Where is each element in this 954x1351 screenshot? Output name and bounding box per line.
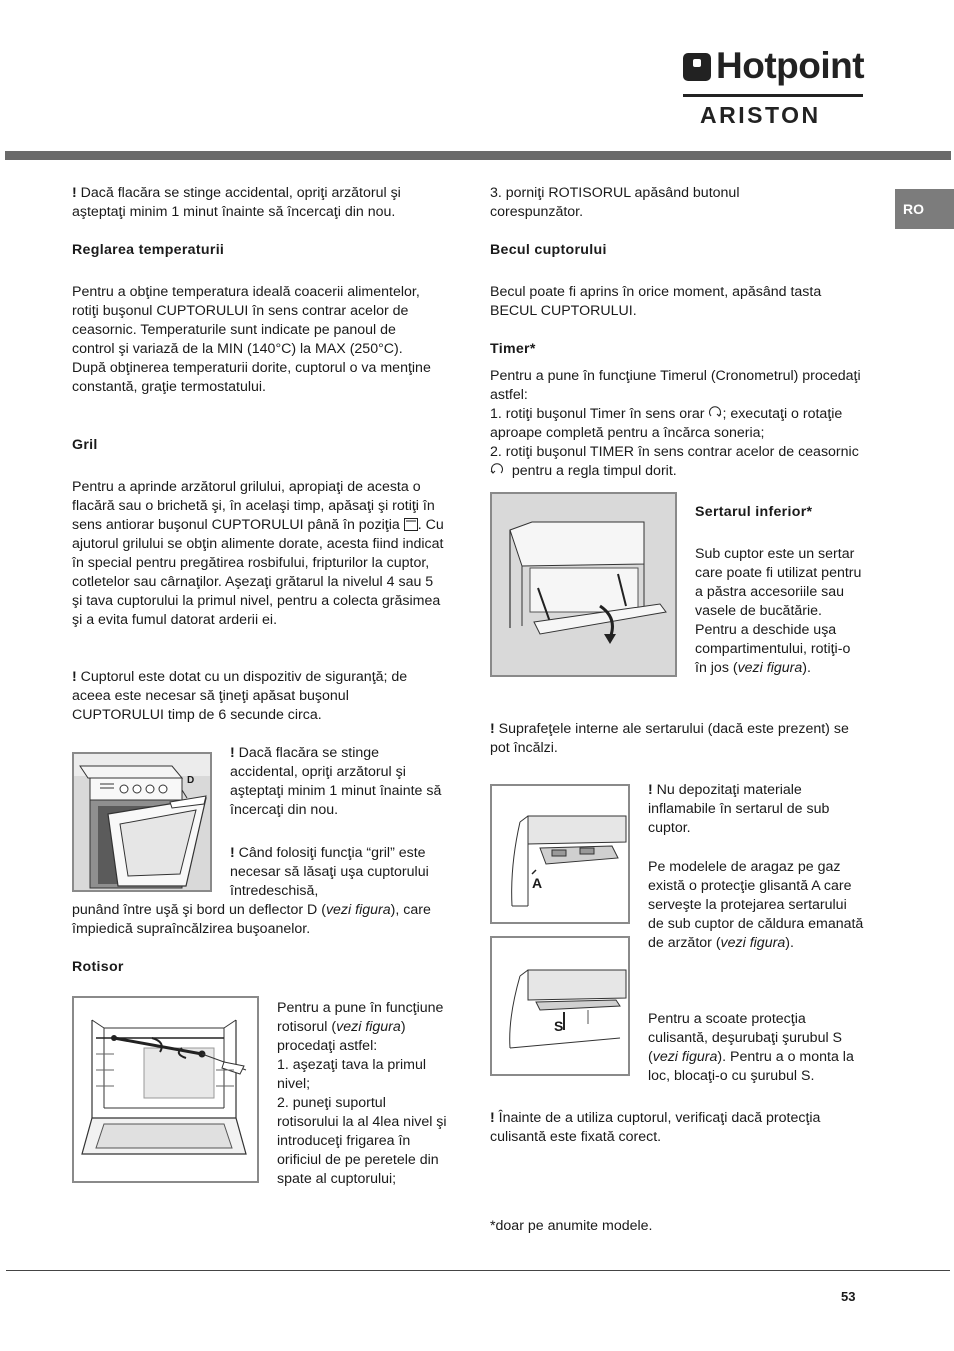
warning-mark: !	[648, 782, 653, 798]
remove-text-end: ). Pentru a o monta la loc, blocaţi-o cu şurubul S.	[648, 1049, 854, 1084]
deflector-text-end: ), care împiedică supraîncălzirea buşoanelor.	[72, 902, 431, 937]
warning-drawer-hot	[490, 720, 866, 758]
gas-text-start: Pe modelele de aragaz pe gaz există o protecţie glisantă A care serveşte la protejarea sertarului de sub cuptor de căldura emanată de arzător (	[648, 859, 864, 951]
rotisserie-illustration	[74, 998, 257, 1181]
screw-s-label: S	[554, 1018, 564, 1034]
oven-lamp-paragraph: Becul poate fi aprins în orice moment, apăsând tasta BECUL CUPTORULUI.	[490, 284, 822, 319]
language-tab: RO	[895, 189, 954, 229]
warning-safety-device	[72, 668, 444, 725]
warning-grill-door-continued	[72, 901, 446, 939]
warning-text: Dacă flacăra se stinge accidental, opriţi arzătorul şi aşteptaţi minim 1 minut înainte să încercaţi din nou.	[230, 745, 442, 818]
warning-mark: !	[230, 745, 235, 761]
see-figure-ref: vezi figura	[652, 1049, 718, 1065]
timer-step-2-end: pentru a regla timpul dorit.	[511, 463, 677, 479]
deflector-text-start: punând între uşă şi bord un deflector D (	[72, 902, 326, 918]
brand-logo: Hotpoint	[716, 45, 865, 86]
temperature-paragraph: Pentru a obţine temperatura ideală coacerii alimentelor, rotiţi buşonul CUPTORULUI în sens contrar acelor de ceasornic. Temperaturile sunt indicate pe panoul de control şi variază de la MIN (140°C) la MAX (250°C). După obţinerea temperaturii dorite, cuptorul o va menţine constantă, graţie termostatului.	[72, 284, 431, 395]
section-heading-rotisserie: Rotisor	[72, 959, 124, 975]
warning-mark: !	[72, 185, 77, 201]
section-heading-grill: Gril	[72, 437, 98, 453]
warning-flame-out	[72, 184, 444, 222]
lower-drawer-illustration	[492, 494, 675, 675]
warning-text: Când folosiţi funcţia “gril” este necesar să lăsaţi uşa cuptorului întredeschisă,	[230, 845, 429, 899]
grill-text-end: . Cu ajutorul grilului se obţin alimente dorate, acesta fiind indicat în special pentru pregătirea rosbifului, fripturilor la cuptor, cotletelor sau cârnaţilor. Aşezaţi grătarul la nivelul 4 sau 5 şi tava cuptorului la primul nivel, pentru a colecta grăsimea şi a evita fumul datorat arderii ei.	[72, 517, 444, 628]
warning-text: Nu depozitaţi materiale inflamabile în sertarul de sub cuptor.	[648, 782, 830, 836]
page-number: 53	[841, 1289, 856, 1304]
sub-brand-logo: ARISTON	[700, 102, 821, 128]
sliding-protection-figure	[490, 784, 630, 924]
warning-mark: !	[230, 845, 235, 861]
grill-symbol-icon	[404, 518, 418, 531]
rotisserie-step-2: 2. puneţi suportul rotisorului la al 4lea nivel şi introduceţi frigarea în orificiul de pe peretele din spate al cuptorului;	[277, 1095, 447, 1187]
logo-divider	[683, 94, 863, 97]
remove-protection-paragraph	[648, 1010, 864, 1086]
warning-text: Cuptorul este dotat cu un dispozitiv de siguranţă; de aceea este necesar să ţineţi apăsat buşonul CUPTORULUI timp de 6 secunde circa.	[72, 669, 408, 723]
timer-intro: Pentru a pune în funcţiune Timerul (Cronometrul) procedaţi astfel:	[490, 368, 861, 403]
hotpoint-logo-icon	[683, 53, 711, 81]
counterclockwise-arrow-icon	[490, 463, 504, 477]
rotisserie-text-start: Pentru a pune în funcţiune rotisorul (	[277, 1000, 444, 1035]
timer-step-2-start: 2. rotiţi buşonul TIMER în sens contrar acelor de ceasornic	[490, 444, 859, 460]
rotisserie-paragraph	[277, 999, 447, 1189]
warning-text: Dacă flacăra se stinge accidental, opriţi arzătorul şi aşteptaţi minim 1 minut înainte să încercaţi din nou.	[72, 185, 401, 220]
oven-door-deflector-figure	[72, 752, 212, 892]
warning-mark: !	[72, 669, 77, 685]
rotisserie-text-end: ) procedaţi astfel:	[277, 1019, 406, 1054]
sliding-protection-illustration	[492, 786, 628, 922]
screw-s-illustration	[492, 938, 628, 1074]
rotisserie-step-1: 1. aşezaţi tava la primul nivel;	[277, 1057, 427, 1092]
gas-text-end: ).	[785, 935, 794, 951]
warning-mark: !	[490, 721, 495, 737]
drawer-text-end: ).	[802, 660, 811, 676]
remove-text-start: Pentru a scoate protecţia culisantă, deşurubaţi şurubul S (	[648, 1011, 843, 1065]
clockwise-arrow-icon	[708, 406, 722, 420]
gas-protection-paragraph	[648, 858, 864, 953]
deflector-label: D	[187, 775, 195, 786]
grill-paragraph	[72, 478, 446, 630]
warning-text: Suprafeţele interne ale sertarului (dacă este prezent) se pot încălzi.	[490, 721, 849, 756]
section-heading-timer: Timer*	[490, 341, 536, 357]
warning-mark: !	[490, 1110, 495, 1126]
warning-flame-out-repeat	[230, 744, 446, 820]
rotisserie-figure	[72, 996, 259, 1183]
see-figure-ref: vezi figura	[325, 902, 391, 918]
footer-divider	[6, 1270, 950, 1271]
section-heading-temperature: Reglarea temperaturii	[72, 242, 225, 258]
lower-drawer-paragraph	[695, 545, 865, 678]
rotisserie-step-3: 3. porniţi ROTISORUL apăsând butonul corespunzător.	[490, 185, 740, 220]
see-figure-ref: vezi figura	[737, 660, 803, 676]
section-heading-oven-lamp: Becul cuptorului	[490, 242, 607, 258]
warning-grill-door	[230, 844, 448, 901]
drawer-text-start: Sub cuptor este un sertar care poate fi utilizat pentru a păstra accesoriile sau vasele de bucătărie. Pentru a deschide uşa compartimentului, rotiţi-o în jos (	[695, 546, 862, 676]
protection-a-label: A	[532, 875, 543, 891]
warning-text: Înainte de a utiliza cuptorul, verificaţi dacă protecţia culisantă este fixată corect.	[490, 1110, 821, 1145]
lower-drawer-figure	[490, 492, 677, 677]
timer-step-1-start: 1. rotiţi buşonul Timer în sens orar	[490, 406, 705, 422]
footnote: *doar pe anumite modele.	[490, 1218, 653, 1234]
timer-paragraph	[490, 367, 864, 481]
see-figure-ref: vezi figura	[336, 1019, 401, 1035]
warning-check-protection	[490, 1109, 864, 1147]
section-heading-lower-drawer: Sertarul inferior*	[695, 504, 813, 520]
timer-step-1-end: ; executaţi o rotaţie aproape completă pentru a încărca soneria;	[490, 406, 843, 441]
grill-text-start: Pentru a aprinde arzătorul grilului, apropiaţi de acesta o flacără sau o brichetă şi, în acelaşi timp, apăsaţi şi rotiţi în sens antiorar buşonul CUPTORULUI până în poziţia	[72, 479, 435, 533]
warning-no-flammables	[648, 781, 864, 838]
header-bar	[5, 151, 951, 160]
screw-s-figure	[490, 936, 630, 1076]
see-figure-ref: vezi figura	[720, 935, 786, 951]
